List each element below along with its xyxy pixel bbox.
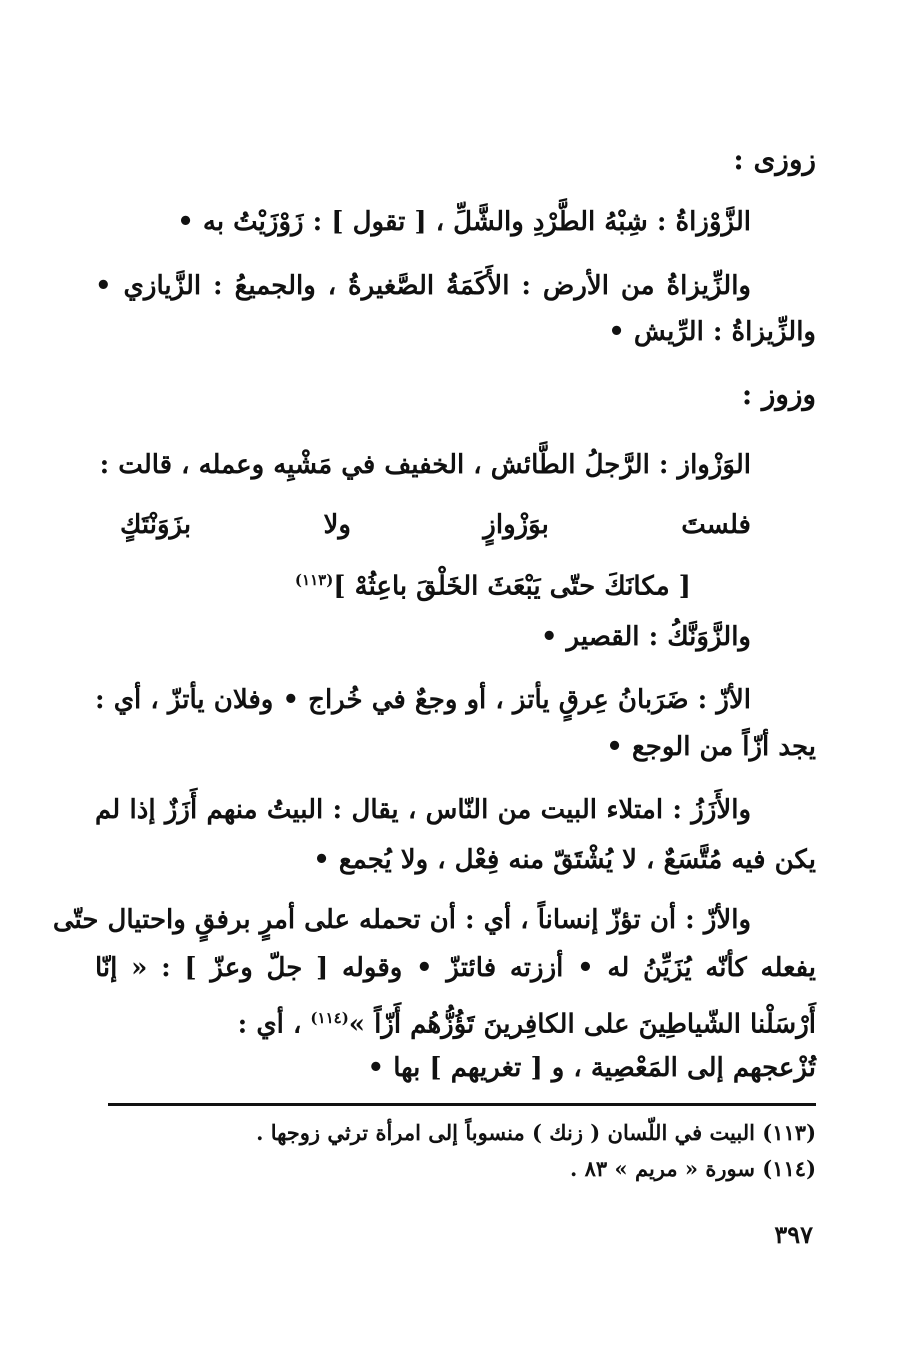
text-line: والزَّوَنَّكُ : القصير • bbox=[540, 622, 751, 652]
footnote-divider bbox=[108, 1103, 816, 1106]
text-line: يفعله كأنّه يُزَيِّنُ له • أززته فائتزّ • وقوله [ جلّ وعزّ ] : « إنّا bbox=[95, 953, 817, 983]
entry-heading-wzwz: وزوز : bbox=[741, 378, 816, 411]
text-line: والزِّيزاةُ : الرِّيش • bbox=[608, 317, 816, 347]
text-line-with-footnote bbox=[95, 998, 816, 1045]
text-line: الزَّوْزاةُ : شِبْهُ الطَّرْدِ والشَّلِّ ، [ تقول ] : زَوْزَيْتُ به • bbox=[177, 207, 751, 237]
page-number: ٣٩٧ bbox=[774, 1220, 813, 1249]
verse-line-2 bbox=[110, 560, 691, 607]
footnote-ref-114: (١١٤) bbox=[310, 1009, 349, 1027]
text-line: تُزْعجهم إلى المَعْصِية ، و [ تغريهم ] بها • bbox=[367, 1053, 816, 1083]
verse-text: [ مكانَكَ حتّى يَبْعَثَ الخَلْقَ باعِثُهْ ] bbox=[333, 571, 691, 602]
text-line: والزِّيزاةُ من الأرض : الأَكَمَةُ الصَّغيرةُ ، والجميعُ : الزَّيازي • bbox=[95, 271, 751, 301]
text-continuation: ، أي : bbox=[237, 1009, 302, 1040]
footnote-ref-113: (١١٣) bbox=[294, 571, 334, 589]
text-line: والأَزَزُ : امتلاء البيت من النّاس ، يقال : البيتُ منهم أَزَزٌ إذا لم bbox=[95, 795, 751, 825]
text-line: الوَزْواز : الرَّجلُ الطَّائش ، الخفيف في مَشْيِه وعمله ، قالت : bbox=[99, 450, 751, 480]
text-line: والأزّ : أن تؤزّ إنساناً ، أي : أن تحمله على أمرٍ برفقٍ واحتيال حتّى bbox=[52, 905, 751, 935]
text-line: الأزّ : ضَرَبانُ عِرقٍ يأتز ، أو وجعٌ في خُراج • وفلان يأتزّ ، أي : bbox=[95, 685, 751, 715]
entry-heading-zwzy: زوزى : bbox=[733, 143, 816, 176]
quran-quote: أَرْسَلْنا الشّياطِينَ على الكافِرينَ تَؤُزُّهُم أَزّاً » bbox=[348, 1009, 816, 1040]
text-line: يجد أزّاً من الوجع • bbox=[606, 732, 816, 762]
text-line: يكن فيه مُتَّسَعٌ ، لا يُشْتَقّ منه فِعْل ، ولا يُجمع • bbox=[313, 845, 816, 875]
footnote-114: (١١٤) سورة « مريم » ٨٣ . bbox=[570, 1156, 816, 1181]
verse-line-1: فلستَ بوَزْوازٍ ولا بزَوَنْتَكٍ bbox=[120, 510, 751, 540]
footnote-113: (١١٣) البيت في اللّسان ( زنك ) منسوباً إلى امرأة ترثي زوجها . bbox=[256, 1120, 816, 1145]
